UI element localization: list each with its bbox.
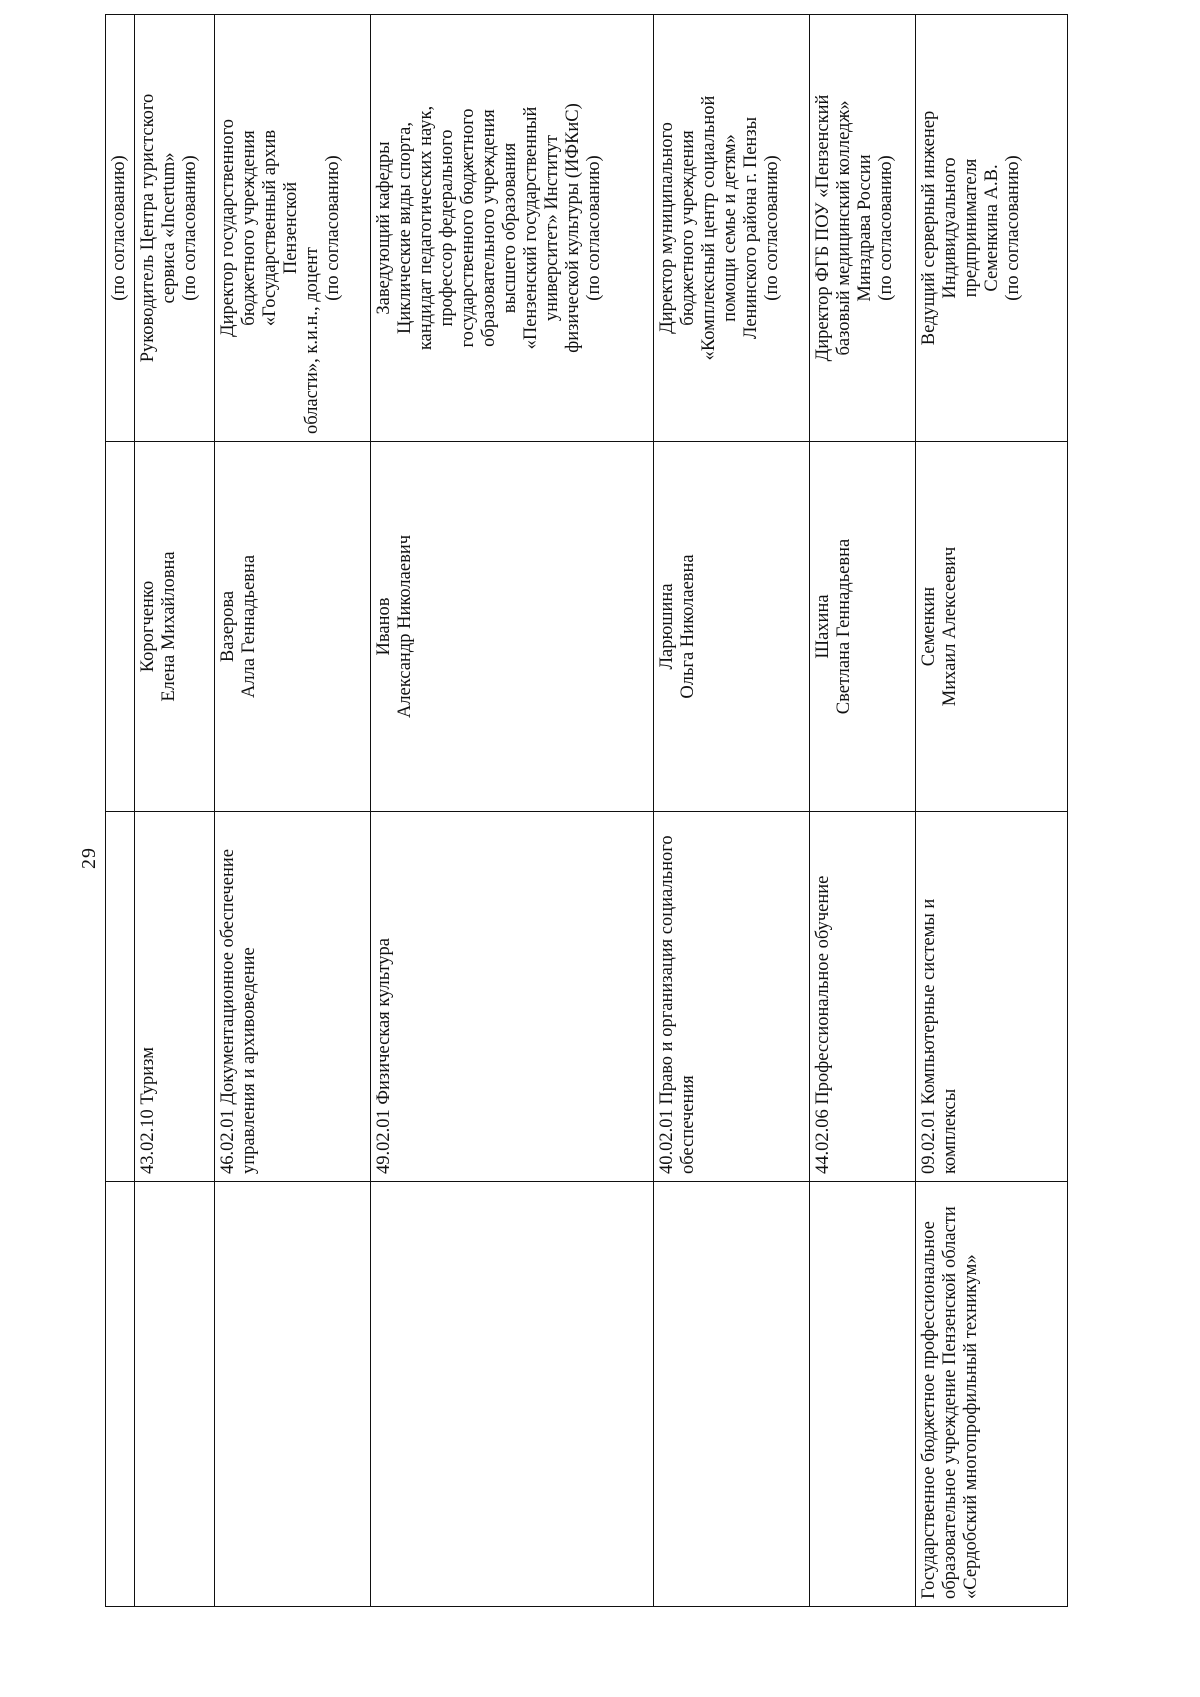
position-line: базовый медицинский колледж»: [834, 100, 854, 356]
institution-cell: [135, 1182, 215, 1607]
position-line: образовательного учреждения: [479, 109, 499, 347]
specialty-cell: 49.02.01 Физическая культура: [371, 812, 654, 1182]
institution-cell: [810, 1182, 916, 1607]
institution-cell: [106, 1182, 135, 1607]
position-line: Руководитель Центра туристского: [138, 93, 158, 363]
position-line: (по согласованию): [1003, 155, 1023, 301]
position-line: помощи семье и детям»: [720, 134, 740, 322]
position-line: «Государственный архив: [260, 129, 280, 327]
position-cell: [916, 15, 1068, 442]
position-cell: [371, 15, 654, 442]
table-row: [371, 15, 654, 1607]
person-cell: [916, 442, 1068, 812]
institution-cell: Государственное бюджетное профессиональное образовательное учреждение Пензенской области «Сердобский многопрофильный техникум»: [916, 1182, 1068, 1607]
position-line: Ведущий серверный инженер: [919, 110, 939, 346]
page-number: 29: [78, 847, 100, 869]
person-cell: [215, 442, 371, 812]
position-line: Директор государственного: [218, 118, 238, 338]
person-surname: Вазерова: [218, 590, 238, 663]
position-line: государственного бюджетного: [458, 108, 478, 348]
position-line: высшего образования: [500, 142, 520, 314]
person-given-names: Михаил Алексеевич: [940, 546, 960, 707]
specialty-cell: 40.02.01 Право и организация социального обеспечения: [654, 812, 810, 1182]
specialty-cell: 44.02.06 Профессиональное обучение: [810, 812, 916, 1182]
person-surname: Семенкин: [919, 586, 939, 667]
position-cell: [654, 15, 810, 442]
person-given-names: Алла Геннадьевна: [239, 554, 259, 699]
position-cell: [135, 15, 215, 442]
position-line: (по согласованию): [584, 155, 604, 301]
person-cell: [810, 442, 916, 812]
position-line: (по согласованию): [762, 155, 782, 301]
position-line: Циклические виды спорта,: [395, 122, 415, 334]
person-cell: [106, 442, 135, 812]
person-given-names: Светлана Геннадьевна: [834, 538, 854, 715]
position-line: Заведующий кафедры: [374, 141, 394, 315]
table-row: [135, 15, 215, 1607]
person-surname: Корогченко: [138, 580, 158, 673]
person-surname: Шахина: [813, 594, 833, 659]
position-line: физической культуры (ИФКиС): [563, 103, 583, 353]
institution-cell: [371, 1182, 654, 1607]
position-line: (по согласованию): [876, 155, 896, 301]
person-cell: [654, 442, 810, 812]
position-cell: [810, 15, 916, 442]
table-row: [810, 15, 916, 1607]
position-line: «Комплексный центр социальной: [699, 95, 719, 361]
position-line: Пензенской: [281, 181, 301, 275]
person-given-names: Елена Михайловна: [159, 551, 179, 702]
position-line: Ленинского района г. Пензы: [741, 116, 761, 340]
position-line: Индивидуального: [940, 157, 960, 299]
position-line: Директор муниципального: [657, 122, 677, 334]
position-line: «Пензенский государственный: [521, 106, 541, 350]
position-line: профессор федерального: [437, 129, 457, 327]
commission-table: [105, 14, 1068, 1607]
table-row-continuation: [106, 15, 135, 1607]
person-surname: Иванов: [374, 597, 394, 656]
position-line: сервиса «Incertum»: [159, 152, 179, 304]
person-cell: [135, 442, 215, 812]
position-line: (по согласованию): [323, 155, 343, 301]
position-line: Семенкина А.В.: [982, 164, 1002, 292]
table-row: [916, 15, 1068, 1607]
table-row: [654, 15, 810, 1607]
position-line: (по согласованию): [180, 155, 200, 301]
position-line: Минздрава России: [855, 154, 875, 302]
position-line: области», к.и.н., доцент: [302, 246, 322, 434]
specialty-cell: [106, 812, 135, 1182]
position-cell: [106, 15, 135, 442]
institution-cell: [654, 1182, 810, 1607]
specialty-cell: 46.02.01 Документационное обеспечение управления и архивоведение: [215, 812, 371, 1182]
institution-cell: [215, 1182, 371, 1607]
person-surname: Ларюшина: [657, 583, 677, 670]
table-row: [215, 15, 371, 1607]
position-line: кандидат педагогических наук,: [416, 105, 436, 351]
position-line: бюджетного учреждения: [678, 130, 698, 326]
person-cell: [371, 442, 654, 812]
position-line: предпринимателя: [961, 158, 981, 298]
specialty-cell: 43.02.10 Туризм: [135, 812, 215, 1182]
position-line: (по согласованию): [109, 155, 129, 301]
person-given-names: Александр Николаевич: [395, 534, 415, 719]
person-given-names: Ольга Николаевна: [678, 554, 698, 699]
position-cell: [215, 15, 371, 442]
position-line: университет» Институт: [542, 134, 562, 322]
position-line: Директор ФГБ ПОУ «Пензенский: [813, 94, 833, 362]
position-line: бюджетного учреждения: [239, 130, 259, 326]
specialty-cell: 09.02.01 Компьютерные системы и комплексы: [916, 812, 1068, 1182]
